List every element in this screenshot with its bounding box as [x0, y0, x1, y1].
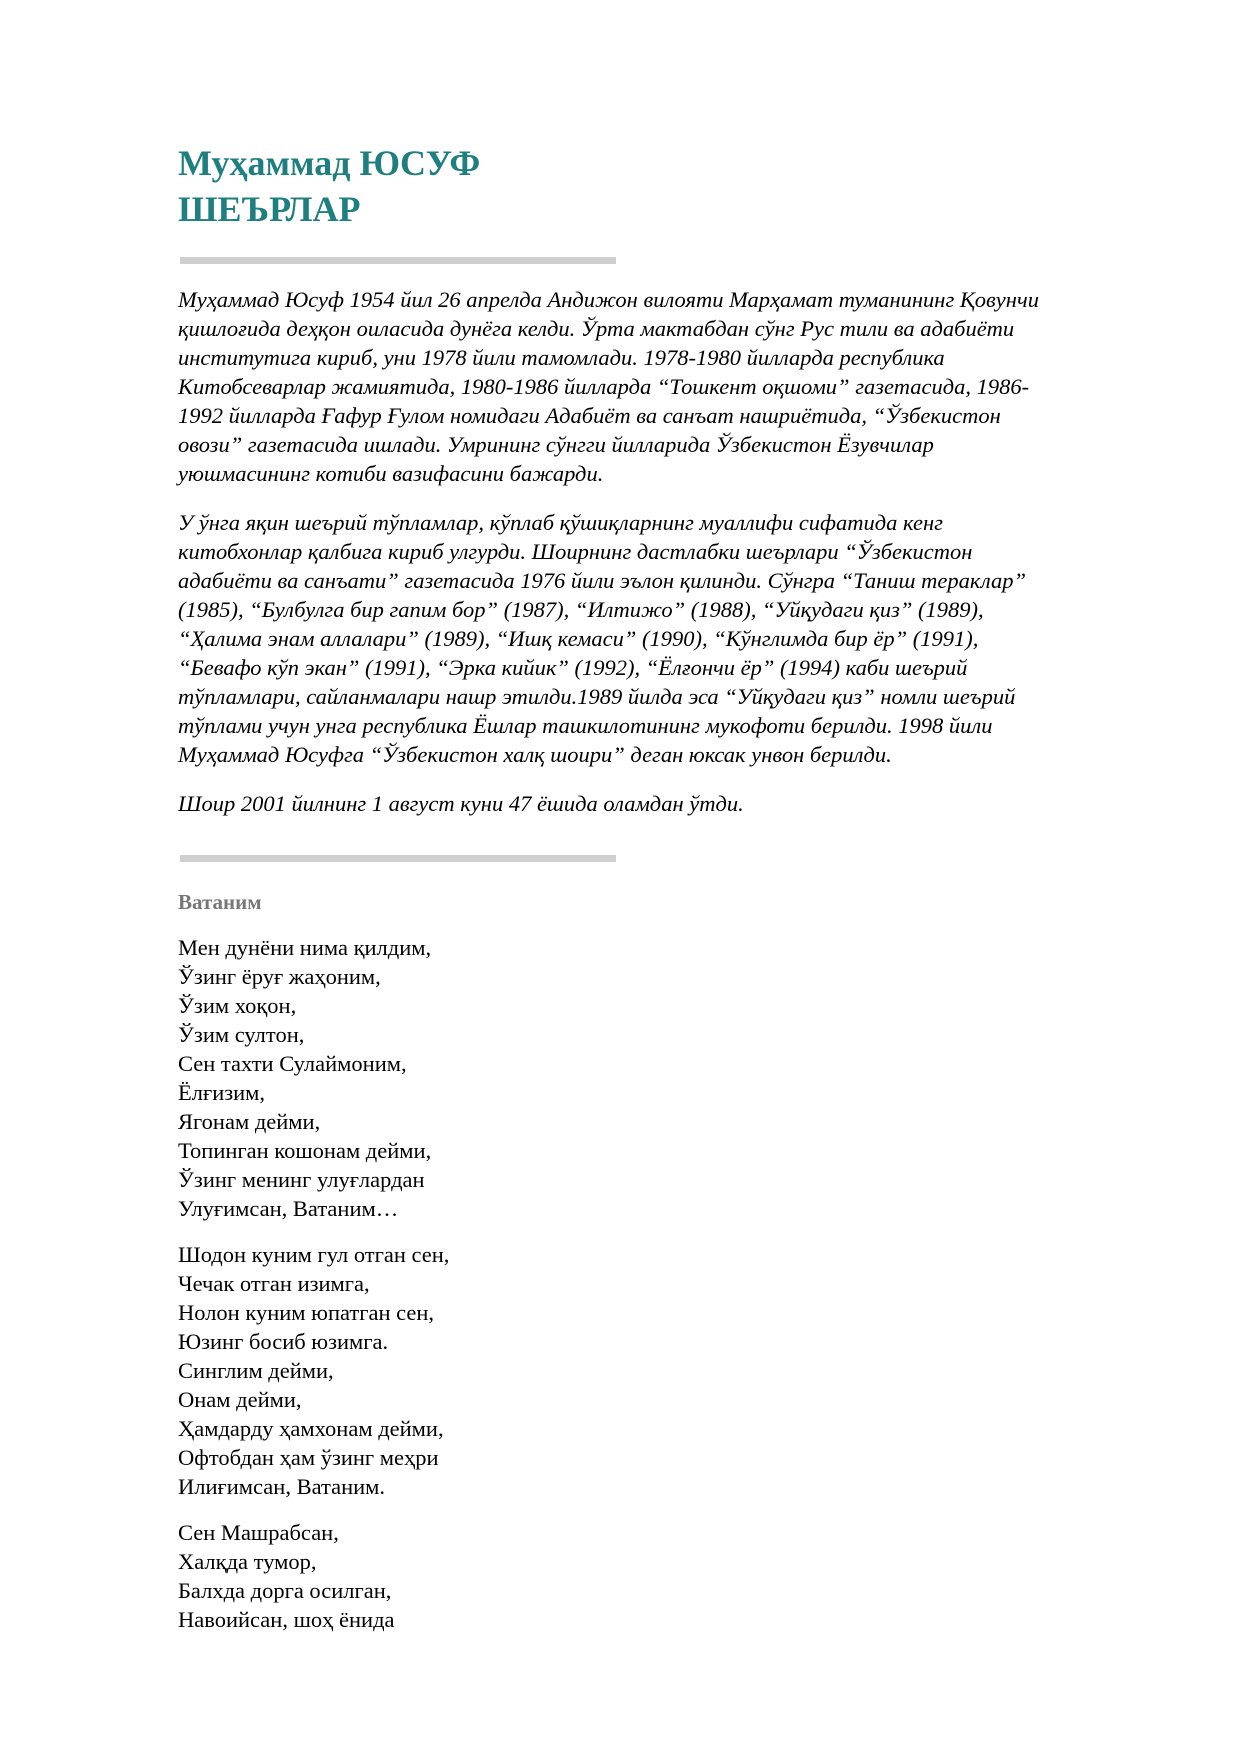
- poem-line: Чечак отган изимга,: [178, 1271, 370, 1296]
- text-line: адабиёти ва санъати” газетасида 1976 йили эълон қилинди. Сўнгра “Таниш тераклар”: [178, 568, 1026, 593]
- poem-title: Ватаним: [178, 890, 262, 914]
- poem-line: Ўзим хоқон,: [178, 993, 297, 1018]
- poem-body: [178, 933, 878, 1651]
- text-line: (1985), “Булбулга бир гапим бор” (1987), “Илтижо” (1988), “Уйқудаги қиз” (1989),: [178, 597, 984, 622]
- text-line: У ўнга яқин шеърий тўпламлар, кўплаб қўшиқларнинг муаллифи сифатида кенг: [178, 510, 943, 535]
- poem-line: Топинган кошонам дейми,: [178, 1138, 432, 1163]
- poem-line: Мен дунёни нима қилдим,: [178, 935, 432, 960]
- bio-paragraph: [178, 508, 1148, 769]
- text-line: Шоир 2001 йилнинг 1 август куни 47 ёшида оламдан ўтди.: [178, 791, 744, 816]
- poem-stanza: [178, 933, 878, 1223]
- text-line: 1992 йилларда Ғафур Ғулом номидаги Адабиёт ва санъат нашриётида, “Ўзбекистон: [178, 403, 1001, 428]
- text-line: “Бевафо кўп экан” (1991), “Эрка кийик” (1992), “Ёлғончи ёр” (1994) каби шеърий: [178, 655, 968, 680]
- text-line: институтига кириб, уни 1978 йили тамомлади. 1978-1980 йилларда республика: [178, 345, 945, 370]
- bio-paragraph: [178, 285, 1148, 488]
- poem-line: Синглим дейми,: [178, 1358, 334, 1383]
- text-line: овози” газетасида ишлади. Умрининг сўнгги йилларида Ўзбекистон Ёзувчилар: [178, 432, 934, 457]
- poem-line: Ўзинг менинг улуғлардан: [178, 1167, 425, 1192]
- poem-line: Онам дейми,: [178, 1387, 302, 1412]
- poem-line: Ягонам дейми,: [178, 1109, 321, 1134]
- text-line: “Ҳалима энам аллалари” (1989), “Ишқ кемаси” (1990), “Кўнглимда бир ёр” (1991),: [178, 626, 979, 651]
- poem-line: Ўзим султон,: [178, 1022, 305, 1047]
- poem-line: Офтобдан ҳам ўзинг меҳри: [178, 1445, 439, 1470]
- poem-line: Навоийсан, шоҳ ёнида: [178, 1607, 395, 1632]
- document-title: [178, 140, 480, 232]
- poem-line: Улуғимсан, Ватаним…: [178, 1196, 399, 1221]
- text-line: қишлоғида деҳқон оиласида дунёга келди. Ўрта мактабдан сўнг Рус тили ва адабиёти: [178, 316, 1015, 341]
- poem-stanza: [178, 1240, 878, 1501]
- poem-line: Юзинг босиб юзимга.: [178, 1329, 389, 1354]
- poem-line: Балхда дорга осилган,: [178, 1578, 392, 1603]
- poem-line: Халқда тумор,: [178, 1549, 317, 1574]
- text-line: Муҳаммад Юсуф 1954 йил 26 апрелда Андижон вилояти Марҳамат туманининг Қовунчи: [178, 287, 1039, 312]
- text-line: тўпламлари, сайланмалари нашр этилди.1989 йилда эса “Уйқудаги қиз” номли шеърий: [178, 684, 1016, 709]
- poem-line: Сен Машрабсан,: [178, 1520, 339, 1545]
- poem-line: Илиғимсан, Ватаним.: [178, 1474, 386, 1499]
- text-line: китобхонлар қалбига кириб улгурди. Шоирнинг дастлабки шеърлари “Ўзбекистон: [178, 539, 973, 564]
- text-line: тўплами учун унга республика Ёшлар ташкилотининг мукофоти берилди. 1998 йили: [178, 713, 993, 738]
- biography: [178, 285, 1148, 838]
- text-line: уюшмасининг котиби вазифасини бажарди.: [178, 461, 604, 486]
- poem-line: Сен тахти Сулаймоним,: [178, 1051, 407, 1076]
- section-divider: [180, 257, 616, 264]
- poem-line: Ёлғизим,: [178, 1080, 266, 1105]
- poem-line: Ҳамдарду ҳамхонам дейми,: [178, 1416, 444, 1441]
- section-divider: [180, 855, 616, 862]
- poem-line: Шодон куним гул отган сен,: [178, 1242, 450, 1267]
- text-line: Муҳаммад Юсуфга “Ўзбекистон халқ шоири” деган юксак унвон берилди.: [178, 742, 892, 767]
- bio-paragraph: [178, 789, 1148, 818]
- author-name: Муҳаммад ЮСУФ: [178, 143, 481, 183]
- text-line: Китобсеварлар жамиятида, 1980-1986 йилларда “Тошкент оқшоми” газетасида, 1986-: [178, 374, 1030, 399]
- poem-line: Ўзинг ёруғ жаҳоним,: [178, 964, 381, 989]
- poem-stanza: [178, 1518, 878, 1634]
- collection-title: ШЕЪРЛАР: [178, 189, 361, 229]
- poem-line: Нолон куним юпатган сен,: [178, 1300, 435, 1325]
